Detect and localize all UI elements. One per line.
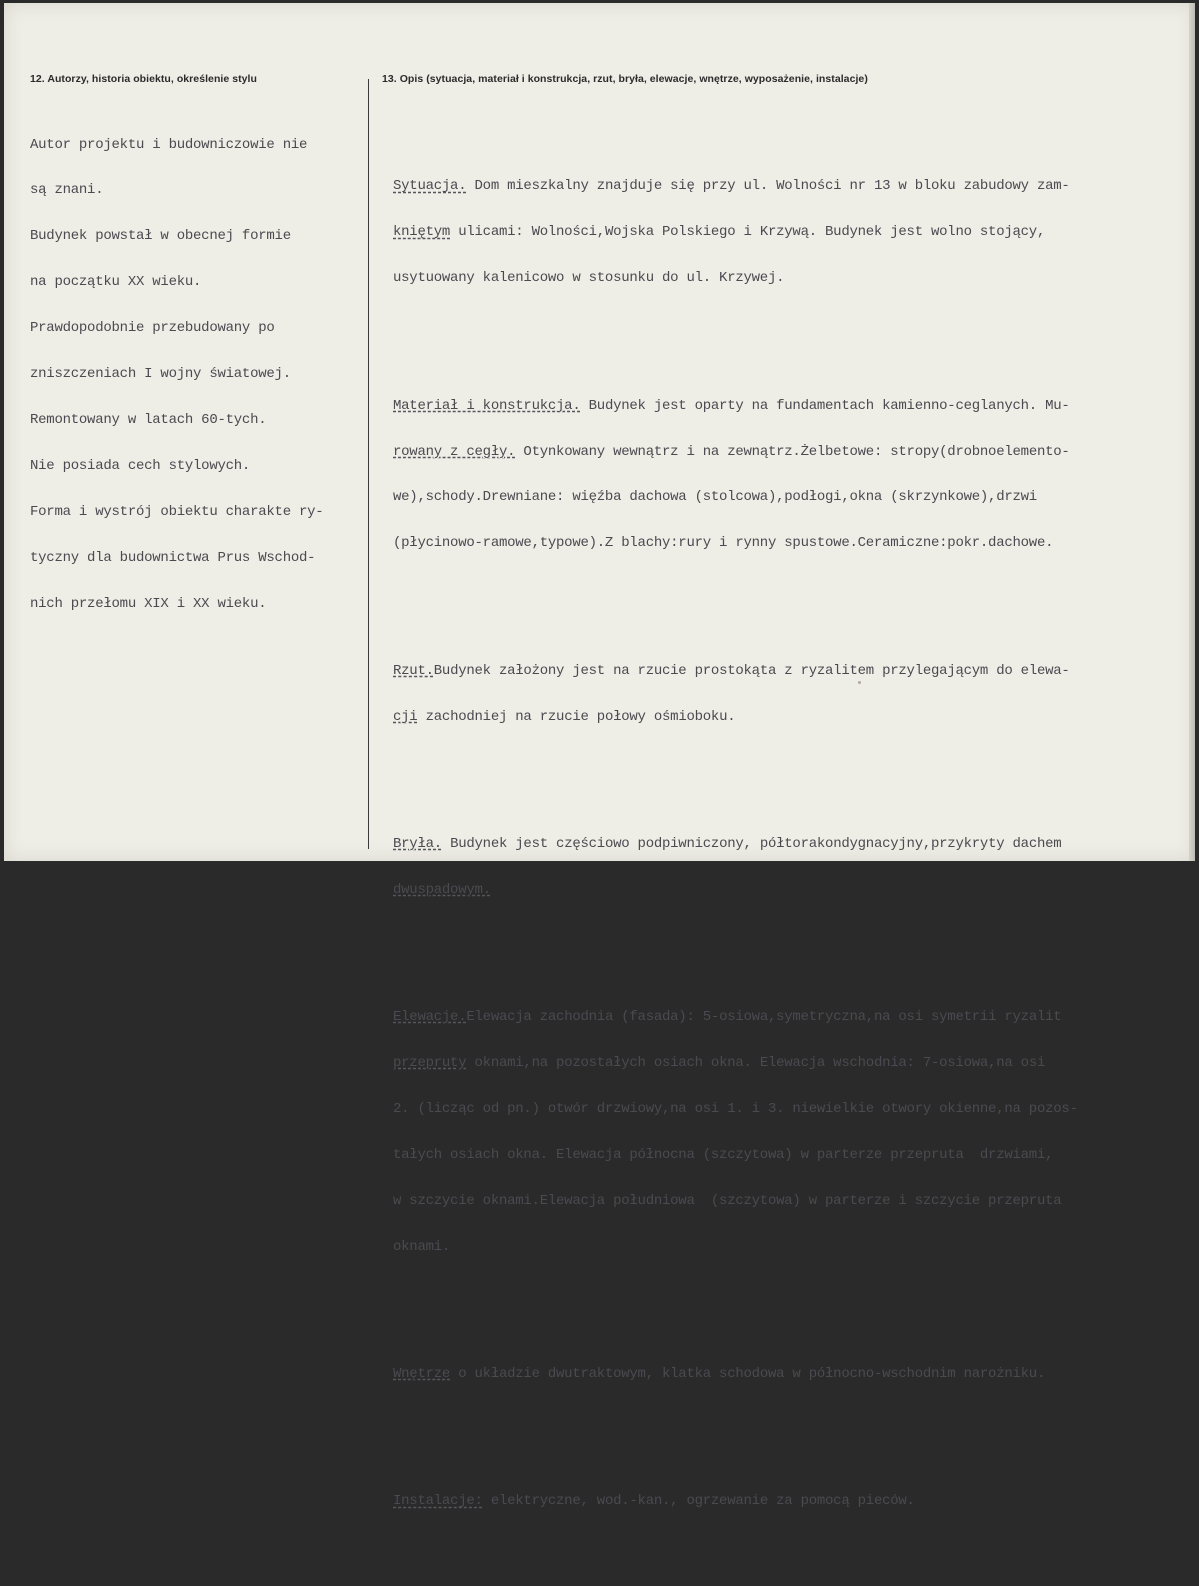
text-line: są znani. (30, 182, 104, 199)
text-line: Prawdopodobnie przebudowany po (30, 320, 275, 337)
text-run: elektryczne, wod.-kan., ogrzewanie za pomocą pieców. (482, 1493, 915, 1510)
text-line: zniszczeniach I wojny światowej. (30, 366, 291, 383)
text-line: 2. (licząc od pn.) otwór drzwiowy,na osi 1. i 3. niewielkie otwory okienne,na pozos- (393, 1101, 1078, 1117)
text-run: Budynek założony jest na rzucie prostokąta z ryzalitem przylegającym do elewa- (433, 662, 1070, 679)
text-line: nich przełomu XIX i XX wieku. (30, 595, 267, 612)
text-run: Dom mieszkalny znajduje się przy ul. Wolności nr 13 w bloku zabudowy zam- (466, 178, 1070, 195)
section-label: Materiał i konstrukcja. (393, 397, 581, 414)
sheet-edge (1189, 3, 1195, 861)
text-line: Forma i wystrój obiektu charakte ry- (30, 503, 324, 520)
text-line: Budynek powstał w obecnej formie (30, 228, 291, 245)
text-line: Autor projektu i budowniczowie nie (30, 136, 308, 153)
section-label: Elewacje. (393, 1009, 467, 1026)
section-label: Wnętrze (393, 1366, 451, 1383)
text-run: zachodniej na rzucie połowy ośmioboku. (417, 708, 736, 725)
text-run: Elewacja zachodnia (fasada): 5-osiowa,symetryczna,na osi symetrii ryzalit (466, 1009, 1062, 1026)
text-line: (płycinowo-ramowe,typowe).Z blachy:rury i rynny spustowe.Ceramiczne:pokr.dachowe. (393, 535, 1054, 552)
section-label: Rzut. (393, 662, 434, 679)
paper-speck (858, 681, 861, 684)
paragraph-rzut (393, 633, 1078, 755)
paragraph-elewacje (393, 980, 1078, 1286)
paragraph-material-konstrukcja (393, 368, 1078, 582)
text-line: Remontowany w latach 60-tych. (30, 411, 267, 428)
record-card (4, 3, 1195, 1510)
underlined-text: dwuspadowym. (393, 881, 491, 898)
text-line: Nie posiada cech stylowych. (30, 457, 251, 474)
authors-history-text (30, 107, 323, 642)
text-line: tyczny dla budownictwa Prus Wschod- (30, 549, 316, 566)
text-line: w szczycie oknami.Elewacja południowa (szczytowa) w parterze i szczycie przepruta (393, 1192, 1062, 1209)
text-line: na początku XX wieku. (30, 274, 202, 291)
section-label: Bryła. (393, 835, 442, 852)
text-run: o układzie dwutraktowym, klatka schodowa w północno-wschodnim narożniku. (450, 1366, 1046, 1383)
text-run: Budynek jest oparty na fundamentach kamienno-ceglanych. Mu- (580, 397, 1070, 414)
text-line: we),schody.Drewniane: więźba dachowa (stolcowa),podłogi,okna (skrzynkowe),drzwi (393, 489, 1037, 506)
paragraph-sytuacja (393, 149, 1078, 317)
paragraph-bryla (393, 806, 1078, 928)
text-line: usytuowany kalenicowo w stosunku do ul. Krzywej. (393, 270, 785, 287)
text-run: Budynek jest częściowo podpiwniczony, półtorakondygnacyjny,przykryty dachem (441, 835, 1062, 852)
paragraph-wnetrze (393, 1336, 1078, 1412)
description-text (393, 103, 1078, 1586)
underlined-text: przepruty (393, 1055, 467, 1072)
section-label: Instalacje: (393, 1493, 483, 1510)
text-line: oknami. (393, 1238, 451, 1255)
underlined-text: cji (393, 708, 418, 725)
underlined-text: kniętym (393, 224, 451, 241)
text-line: tałych osiach okna. Elewacja północna (szczytowa) w parterze przepruta drzwiami, (393, 1146, 1054, 1163)
section-12-header: 12. Autorzy, historia obiektu, określenie stylu (30, 73, 257, 85)
underlined-text: rowany z cegły. (393, 443, 516, 460)
text-run: ulicami: Wolności,Wojska Polskiego i Krzywą. Budynek jest wolno stojący, (450, 224, 1046, 241)
text-run: Otynkowany wewnątrz i na zewnątrz.Żelbetowe: stropy(drobnoelemento- (515, 443, 1070, 460)
paragraph-instalacje (393, 1464, 1078, 1540)
section-13-header: 13. Opis (sytuacja, materiał i konstrukcja, rzut, bryła, elewacje, wnętrze, wyposażenie, instalacje) (382, 73, 868, 85)
section-label: Sytuacja. (393, 178, 467, 195)
text-run: oknami,na pozostałych osiach okna. Elewacja wschodnia: 7-osiowa,na osi (466, 1055, 1046, 1072)
column-divider (368, 79, 369, 849)
